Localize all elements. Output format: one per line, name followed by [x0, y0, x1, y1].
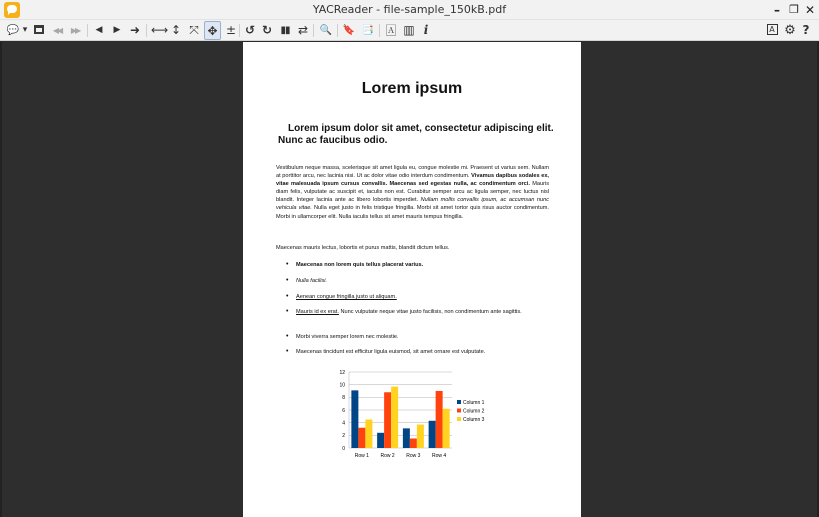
paragraph-1-text: Vestibulum neque massa, scelerisque sit amet ligula eu, congue molestie mi. Praesent ut varius sem. Nullam at porttitor arcu, nec lacinia nisi. Ut ac dolor vitae odio interdum condimentum. — [276, 165, 549, 180]
list-item-link[interactable]: Mauris id ex erat. — [296, 309, 339, 315]
toolbar — [0, 20, 819, 41]
list-item-text: Maecenas non lorem quis tellus placerat varius. — [296, 262, 424, 268]
bar-column-3 — [391, 387, 398, 448]
manga-mode-icon[interactable]: ⇄ — [297, 23, 309, 37]
legend-swatch — [457, 417, 461, 421]
legend-swatch — [457, 409, 461, 413]
x-tick-label: Row 3 — [406, 453, 421, 459]
x-tick-label: Row 1 — [354, 453, 369, 459]
next-comic-icon[interactable]: ▶▶ — [70, 26, 80, 35]
comic-viewer[interactable] — [0, 42, 819, 517]
y-tick-label: 10 — [339, 382, 345, 389]
toolbar-separator — [87, 24, 88, 37]
bullet-dot: • — [286, 308, 289, 315]
rotate-right-icon[interactable]: ↻ — [261, 23, 273, 37]
bar-column-2 — [436, 391, 443, 448]
x-tick-label: Row 4 — [432, 453, 447, 459]
info-icon[interactable]: i — [423, 23, 429, 37]
legend-entry: Column 3 — [463, 417, 485, 423]
bullet-dot: • — [286, 333, 289, 340]
paragraph-1-italic: Nullam mollis convallis ipsum, ac accumsan nunc vehicula vitae. — [276, 197, 549, 212]
paragraph-1-text: Nulla eget justo in felis tristique fringilla. Morbi sit amet tortor quis risus auctor condimentum. Morbi in ullamcorper elit. Nulla iaculis tellus sit amet mauris tempus fringilla. — [276, 205, 549, 220]
list-item-text: Maecenas tincidunt est efficitur ligula euismod, sit amet ornare est vulputate. — [296, 349, 486, 355]
close-button[interactable]: ✕ — [804, 3, 816, 17]
bullet-dot: • — [286, 348, 289, 355]
fit-height-icon[interactable]: ↕ — [170, 23, 182, 37]
x-tick-label: Row 2 — [380, 453, 395, 459]
settings-gear-icon[interactable]: ⚙ — [784, 23, 796, 38]
double-page-icon[interactable]: ▮▮ — [280, 25, 290, 36]
magnifying-glass-icon[interactable]: 🄰 — [385, 24, 397, 37]
legend-entry: Column 2 — [463, 408, 485, 415]
bullet-dot: • — [286, 277, 289, 284]
zoom-to-fit-icon[interactable]: ⤧ — [189, 23, 199, 37]
legend-swatch — [457, 400, 461, 404]
bookmarks-panel-icon[interactable]: 📑 — [361, 25, 375, 36]
go-to-page-icon[interactable]: ➜ — [129, 23, 141, 37]
y-tick-label: 6 — [342, 407, 345, 414]
paragraph-1 — [276, 164, 549, 221]
bar-column-3 — [417, 425, 424, 448]
dropdown-arrow-icon[interactable]: ▾ — [22, 25, 28, 35]
toolbar-separator — [239, 24, 240, 37]
page-subtitle: Lorem ipsum dolor sit amet, consectetur adipiscing elit. Nunc ac faucibus odio. — [278, 123, 554, 146]
help-icon[interactable]: ? — [802, 23, 810, 37]
list-item-text: Aenean congue fringilla justo ut aliquam. — [296, 294, 397, 300]
paragraph-1-text: Mauris diam felis, vulputate ac suscipit et, iaculis non est. Curabitur semper arcu ac ligula semper, nec luctus nisl blandit. Integer lacinia ante ac libero lobortis imperdiet. — [276, 181, 549, 204]
toolbar-separator — [379, 24, 380, 37]
bar-column-2 — [410, 439, 417, 449]
page-strip-icon[interactable]: ▥ — [403, 23, 415, 37]
rotate-left-icon[interactable]: ↺ — [244, 23, 256, 37]
bar-column-1 — [429, 421, 436, 448]
bar-column-3 — [365, 420, 372, 449]
list-item-text: Nulla facilisi. — [296, 278, 328, 284]
y-tick-label: 8 — [342, 395, 345, 402]
bar-column-1 — [351, 390, 358, 448]
font-settings-label: A — [767, 24, 778, 35]
paragraph-2: Maecenas mauris lectus, lobortis et purus mattis, blandit dictum tellus. — [276, 245, 450, 251]
zoom-plus-minus-icon[interactable]: ± — [225, 23, 237, 37]
legend-entry: Column 1 — [463, 400, 485, 406]
page-title: Lorem ipsum — [361, 80, 463, 97]
bullet-dot: • — [286, 261, 289, 268]
bookmark-icon[interactable]: 🔖 — [342, 25, 356, 36]
fit-width-icon[interactable]: ⟷ — [151, 23, 169, 37]
comment-icon[interactable]: 💬 — [6, 25, 20, 36]
y-tick-label: 4 — [342, 420, 345, 427]
bar-column-1 — [403, 428, 410, 448]
search-icon[interactable]: 🔍 — [319, 25, 333, 36]
previous-page-icon[interactable]: ◀ — [95, 25, 103, 35]
toolbar-separator — [337, 24, 338, 37]
bar-column-1 — [377, 433, 384, 448]
list-item-text — [296, 308, 549, 316]
document-page — [243, 42, 581, 517]
y-tick-label: 12 — [339, 369, 345, 376]
bar-column-2 — [358, 428, 365, 448]
previous-comic-icon[interactable]: ◀◀ — [52, 26, 62, 35]
move-icon[interactable]: ✥ — [204, 21, 221, 40]
open-folder-icon[interactable] — [32, 21, 46, 40]
restore-button[interactable]: ❐ — [789, 3, 799, 16]
y-tick-label: 0 — [342, 445, 345, 452]
list-item-text: Morbi viverra semper lorem nec molestie. — [296, 334, 399, 340]
minimize-button[interactable]: – — [774, 3, 780, 17]
next-page-icon[interactable]: ▶ — [113, 25, 121, 35]
font-settings-icon[interactable] — [765, 21, 779, 40]
bullet-dot: • — [286, 293, 289, 300]
bar-chart — [327, 367, 517, 461]
bar-column-3 — [443, 409, 450, 448]
window-title: YACReader - file-sample_150kB.pdf — [312, 3, 507, 16]
toolbar-separator — [313, 24, 314, 37]
toolbar-separator — [146, 24, 147, 37]
bar-column-2 — [384, 392, 391, 448]
list-item-rest: Nunc vulputate neque vitae justo facilisis, non condimentum ante sagittis. — [338, 309, 522, 315]
title-bar — [0, 0, 819, 20]
paragraph-1-bold: Vivamus dapibus sodales ex, vitae malesuada ipsum cursus convallis. Maecenas sed egestas nulla, ac condimentum orci. — [276, 173, 549, 188]
y-tick-label: 2 — [342, 433, 345, 440]
